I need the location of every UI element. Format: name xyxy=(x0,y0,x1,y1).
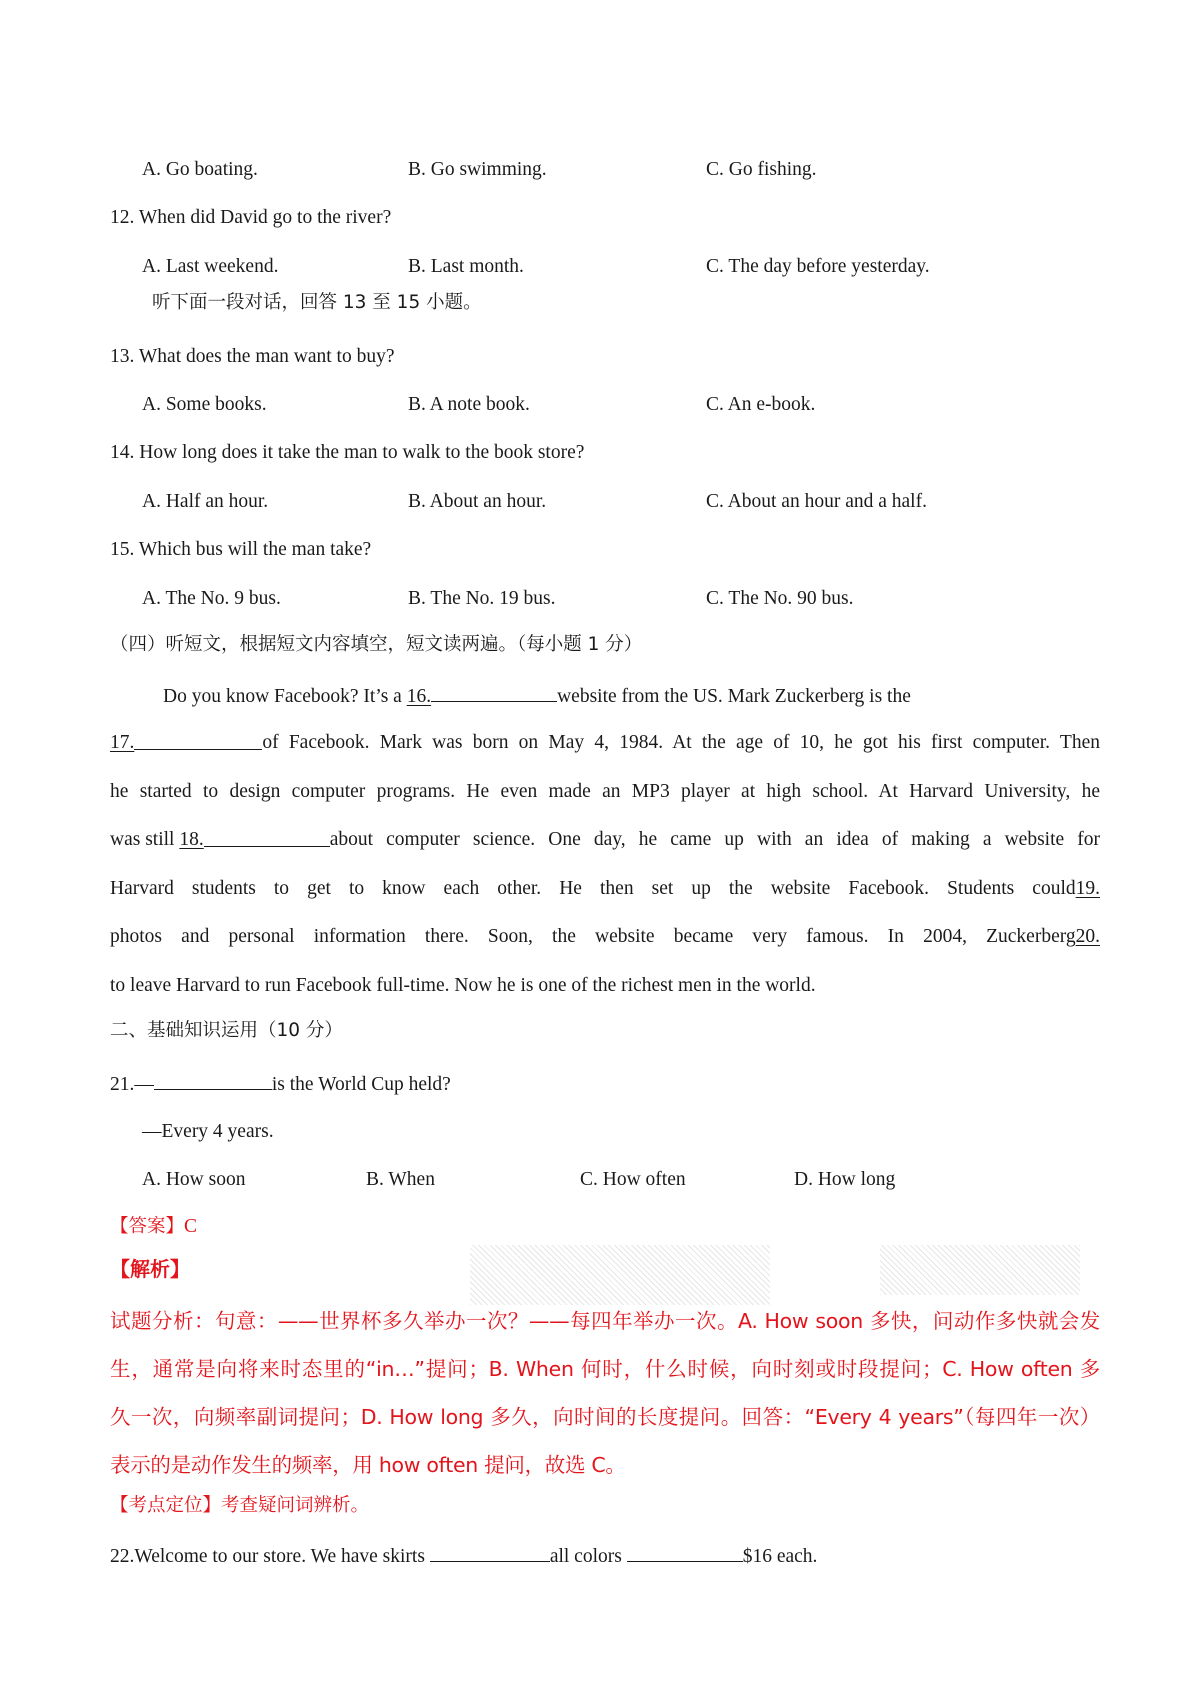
passage-line-1 xyxy=(163,685,911,707)
q21-suffix: is the World Cup held? xyxy=(271,1074,451,1095)
q22-blank-2 xyxy=(627,1545,743,1562)
q13-option-c: C. An e-book. xyxy=(706,394,816,415)
q21-option-c: C. How often xyxy=(580,1169,686,1190)
q12-option-c: C. The day before yesterday. xyxy=(706,256,930,277)
q21-prefix: 21.— xyxy=(110,1074,154,1095)
passage-text: about computer science. One day, he came up with an idea of making a website for xyxy=(329,829,1100,850)
blank-16 xyxy=(431,685,557,702)
passage-line-2 xyxy=(110,733,1100,753)
q21-reply: —Every 4 years. xyxy=(142,1121,274,1142)
analysis-line-4: 表示的是动作发生的频率，用 how often 提问，故选 C。 xyxy=(110,1453,626,1477)
q21-blank xyxy=(154,1073,272,1090)
part2-heading: 二、基础知识运用（10 分） xyxy=(110,1020,343,1041)
passage-line-6 xyxy=(110,927,1100,947)
passage-text: Do you know Facebook? It’s a xyxy=(163,686,407,707)
blank-18 xyxy=(204,830,330,847)
q14-question: 14. How long does it take the man to walk to the book store? xyxy=(110,442,585,463)
q12-option-b: B. Last month. xyxy=(408,256,524,277)
q15-option-c: C. The No. 90 bus. xyxy=(706,588,854,609)
q21-option-b: B. When xyxy=(366,1169,435,1190)
q22-suffix: $16 each. xyxy=(742,1546,818,1567)
passage-text: Harvard students to get to know each other. He then set up the website Facebook. Students could xyxy=(110,878,1076,899)
blank-18-number: 18. xyxy=(179,829,204,850)
q22-mid: all colors xyxy=(549,1546,627,1567)
passage-line-5 xyxy=(110,879,1100,899)
answer-line xyxy=(110,1217,197,1237)
kaodian-line: 【考点定位】考查疑问词辨析。 xyxy=(110,1495,370,1516)
q21-option-d: D. How long xyxy=(794,1169,896,1190)
q22-question xyxy=(110,1545,817,1567)
scan-noise xyxy=(880,1245,1080,1295)
q13-option-a: A. Some books. xyxy=(142,394,267,415)
passage-text: photos and personal information there. Soon, the website became very famous. In 2004, Zuckerberg xyxy=(110,926,1076,947)
q15-question: 15. Which bus will the man take? xyxy=(110,539,372,560)
passage-line-7: to leave Harvard to run Facebook full-time. Now he is one of the richest men in the world. xyxy=(110,975,816,996)
answer-value: C xyxy=(184,1216,198,1237)
q15-option-a: A. The No. 9 bus. xyxy=(142,588,281,609)
q14-option-a: A. Half an hour. xyxy=(142,491,269,512)
q11-option-a: A. Go boating. xyxy=(142,159,258,180)
passage-line-4 xyxy=(110,830,1100,850)
part4-heading: （四）听短文，根据短文内容填空，短文读两遍。（每小题 1 分） xyxy=(110,634,643,655)
q12-option-a: A. Last weekend. xyxy=(142,256,279,277)
q22-prefix: 22.Welcome to our store. We have skirts xyxy=(110,1546,430,1567)
analysis-line-3: 久一次，向频率副词提问；D. How long 多久，向时间的长度提问。回答：“Every 4 years”（每四年一次） xyxy=(110,1405,1100,1429)
q12-question: 12. When did David go to the river? xyxy=(110,207,392,228)
analysis-label: 【解析】 xyxy=(110,1257,190,1281)
passage-text: of Facebook. Mark was born on May 4, 1984. At the age of 10, he got his first computer. Then xyxy=(262,732,1100,753)
q14-option-b: B. About an hour. xyxy=(408,491,547,512)
blank-17-number: 17. xyxy=(110,732,135,753)
q21-option-a: A. How soon xyxy=(142,1169,246,1190)
q11-option-c: C. Go fishing. xyxy=(706,159,817,180)
q15-option-b: B. The No. 19 bus. xyxy=(408,588,556,609)
q11-option-b: B. Go swimming. xyxy=(408,159,547,180)
q22-blank-1 xyxy=(430,1545,550,1562)
blank-20-number: 20. xyxy=(1075,926,1100,947)
scan-noise xyxy=(470,1245,770,1305)
analysis-line-1: 试题分析：句意：——世界杯多久举办一次？——每四年举办一次。A. How soon 多快，问动作多快就会发 xyxy=(110,1309,1100,1333)
blank-17 xyxy=(134,733,262,750)
q21-question xyxy=(110,1073,451,1095)
passage-line-3: he started to design computer programs. He even made an MP3 player at high school. At Harvard University, he xyxy=(110,781,1100,802)
instruction-13-15: 听下面一段对话，回答 13 至 15 小题。 xyxy=(152,292,482,313)
q13-question: 13. What does the man want to buy? xyxy=(110,346,395,367)
blank-19-number: 19. xyxy=(1075,878,1100,899)
passage-text: website from the US. Mark Zuckerberg is the xyxy=(557,686,911,707)
q14-option-c: C. About an hour and a half. xyxy=(706,491,927,512)
blank-16-number: 16. xyxy=(406,686,432,707)
answer-label: 【答案】 xyxy=(110,1216,185,1237)
q13-option-b: B. A note book. xyxy=(408,394,530,415)
passage-text: was still xyxy=(110,829,180,850)
analysis-line-2: 生，通常是向将来时态里的“in…”提问；B. When 何时，什么时候，向时刻或时段提问；C. How often 多 xyxy=(110,1357,1100,1381)
